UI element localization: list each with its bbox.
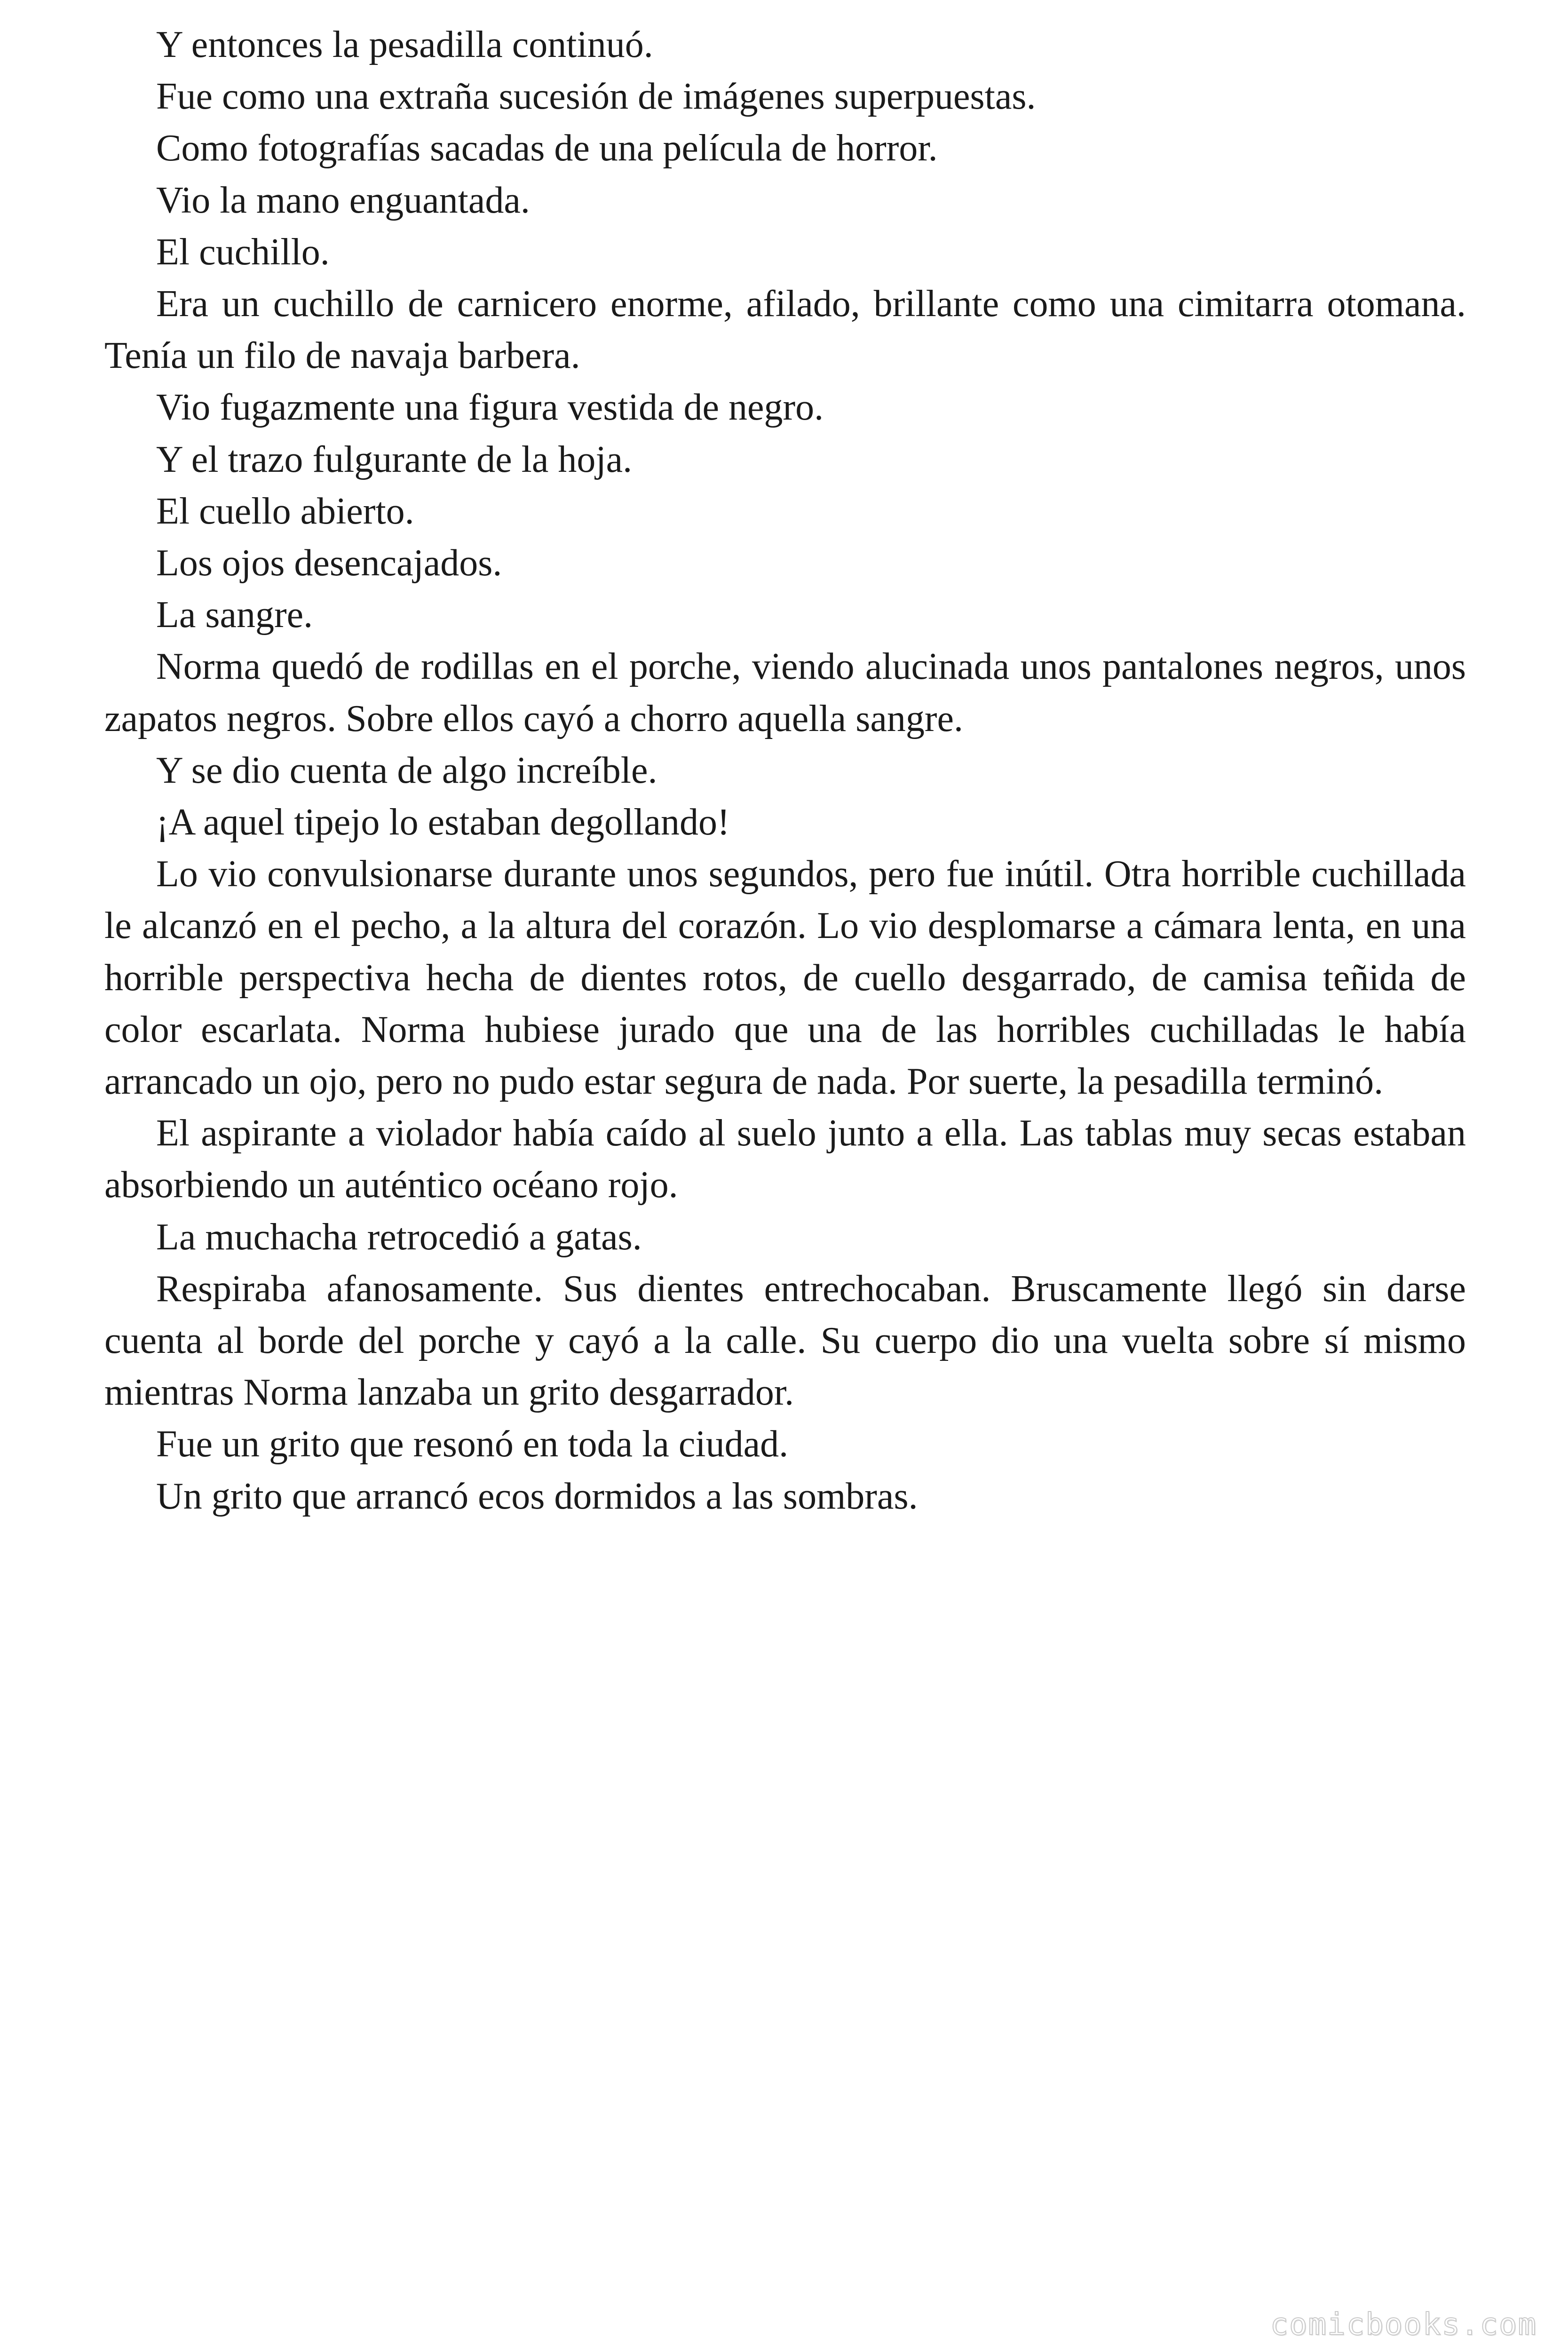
paragraph: Y entonces la pesadilla continuó.: [156, 24, 653, 65]
paragraph: Norma quedó de rodillas en el porche, viendo alucinada unos pantalones negros, unos zapatos negros. Sobre ellos cayó a chorro aquella sangre.: [104, 646, 1466, 739]
paragraph: El cuchillo.: [156, 231, 330, 273]
paragraph: Vio fugazmente una figura vestida de negro.: [156, 387, 824, 429]
paragraph: La sangre.: [156, 594, 313, 636]
paragraph: Vio la mano enguantada.: [156, 179, 530, 221]
paragraph: Y el trazo fulgurante de la hoja.: [156, 438, 633, 480]
paragraph: Era un cuchillo de carnicero enorme, afilado, brillante como una cimitarra otomana. Tenía un filo de navaja barbera.: [104, 283, 1466, 377]
paragraph: Respiraba afanosamente. Sus dientes entrechocaban. Bruscamente llegó sin darse cuenta al borde del porche y cayó a la calle. Su cuerpo dio una vuelta sobre sí mismo mientras Norma lanzaba un grito desgarrador.: [104, 1268, 1466, 1414]
watermark: comicbooks.com: [1270, 2307, 1537, 2342]
paragraph: Un grito que arrancó ecos dormidos a las sombras.: [156, 1475, 918, 1517]
paragraph: ¡A aquel tipejo lo estaban degollando!: [156, 802, 730, 843]
page-body-text: [104, 19, 1466, 1522]
paragraph: La muchacha retrocedió a gatas.: [156, 1216, 642, 1258]
paragraph: Fue como una extraña sucesión de imágenes superpuestas.: [156, 76, 1036, 118]
paragraph: Como fotografías sacadas de una película de horror.: [156, 127, 938, 169]
paragraph: El aspirante a violador había caído al suelo junto a ella. Las tablas muy secas estaban absorbiendo un auténtico océano rojo.: [104, 1112, 1466, 1206]
paragraph: El cuello abierto.: [156, 490, 414, 532]
paragraph: Los ojos desencajados.: [156, 542, 502, 584]
paragraph: Y se dio cuenta de algo increíble.: [156, 749, 657, 791]
paragraph: Fue un grito que resonó en toda la ciudad.: [156, 1423, 789, 1465]
paragraph: Lo vio convulsionarse durante unos segundos, pero fue inútil. Otra horrible cuchillada le alcanzó en el pecho, a la altura del corazón. Lo vio desplomarse a cámara lenta, en una horrible perspectiva hecha de dientes rotos, de cuello desgarrado, de camisa teñida de color escarlata. Norma hubiese jurado que una de las horribles cuchilladas le había arrancado un ojo, pero no pudo estar segura de nada. Por suerte, la pesadilla terminó.: [104, 853, 1466, 1103]
